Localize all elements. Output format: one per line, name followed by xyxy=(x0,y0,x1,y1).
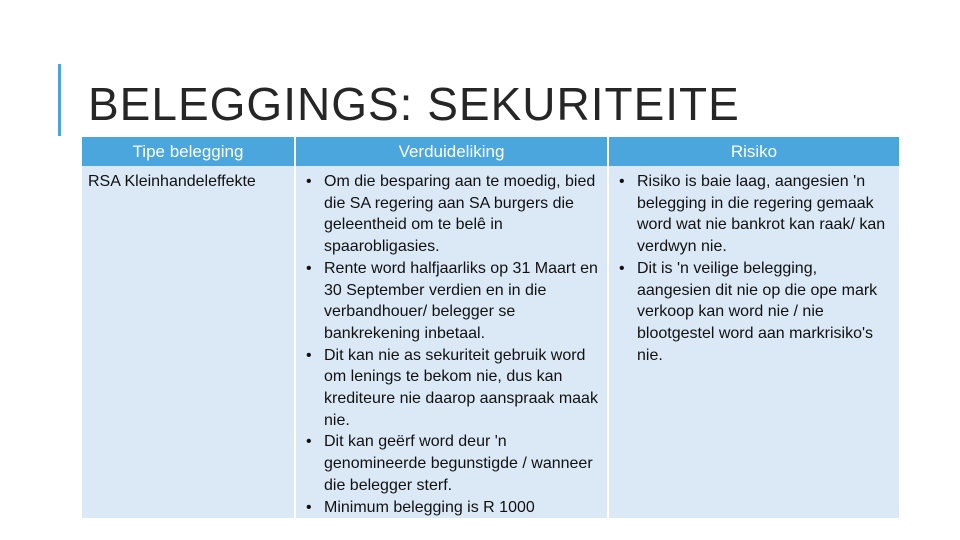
risk-item: • Dit is 'n veilige belegging, aangesien dit nie op die ope mark verkoop kan word nie / nie blootgestel word aan markrisiko's nie. xyxy=(615,258,893,367)
header-explanation: Verduideliking xyxy=(295,137,608,166)
risk-list xyxy=(615,171,893,366)
table-row xyxy=(82,166,899,518)
table-header-row xyxy=(82,137,899,166)
header-investment-type: Tipe belegging xyxy=(82,137,295,166)
explanation-item: • Dit kan nie as sekuriteit gebruik word om lenings te bekom nie, dus kan krediteure nie daarop aanspraak maak nie. xyxy=(302,345,601,432)
securities-table xyxy=(82,137,899,518)
title-accent-bar xyxy=(58,64,61,136)
explanation-item: • Minimum belegging is R 1000 xyxy=(302,497,601,519)
investment-type-cell: RSA Kleinhandeleffekte xyxy=(82,166,295,518)
explanation-item: • Rente word halfjaarliks op 31 Maart en 30 September verdien en in die verbandhouer/ belegger se bankrekening inbetaal. xyxy=(302,258,601,345)
explanation-cell xyxy=(295,166,608,518)
explanation-item: • Om die besparing aan te moedig, bied die SA regering aan SA burgers die geleentheid om te belê in spaarobligasies. xyxy=(302,171,601,258)
explanation-item: • Dit kan geërf word deur 'n genomineerde begunstigde / wanneer die belegger sterf. xyxy=(302,431,601,496)
page-title: BELEGGINGS: SEKURITEITE xyxy=(88,78,740,130)
header-risk: Risiko xyxy=(608,137,899,166)
risk-item: • Risiko is baie laag, aangesien 'n belegging in die regering gemaak word wat nie bankrot kan raak/ kan verdwyn nie. xyxy=(615,171,893,258)
explanation-list xyxy=(302,171,601,518)
risk-cell xyxy=(608,166,899,518)
